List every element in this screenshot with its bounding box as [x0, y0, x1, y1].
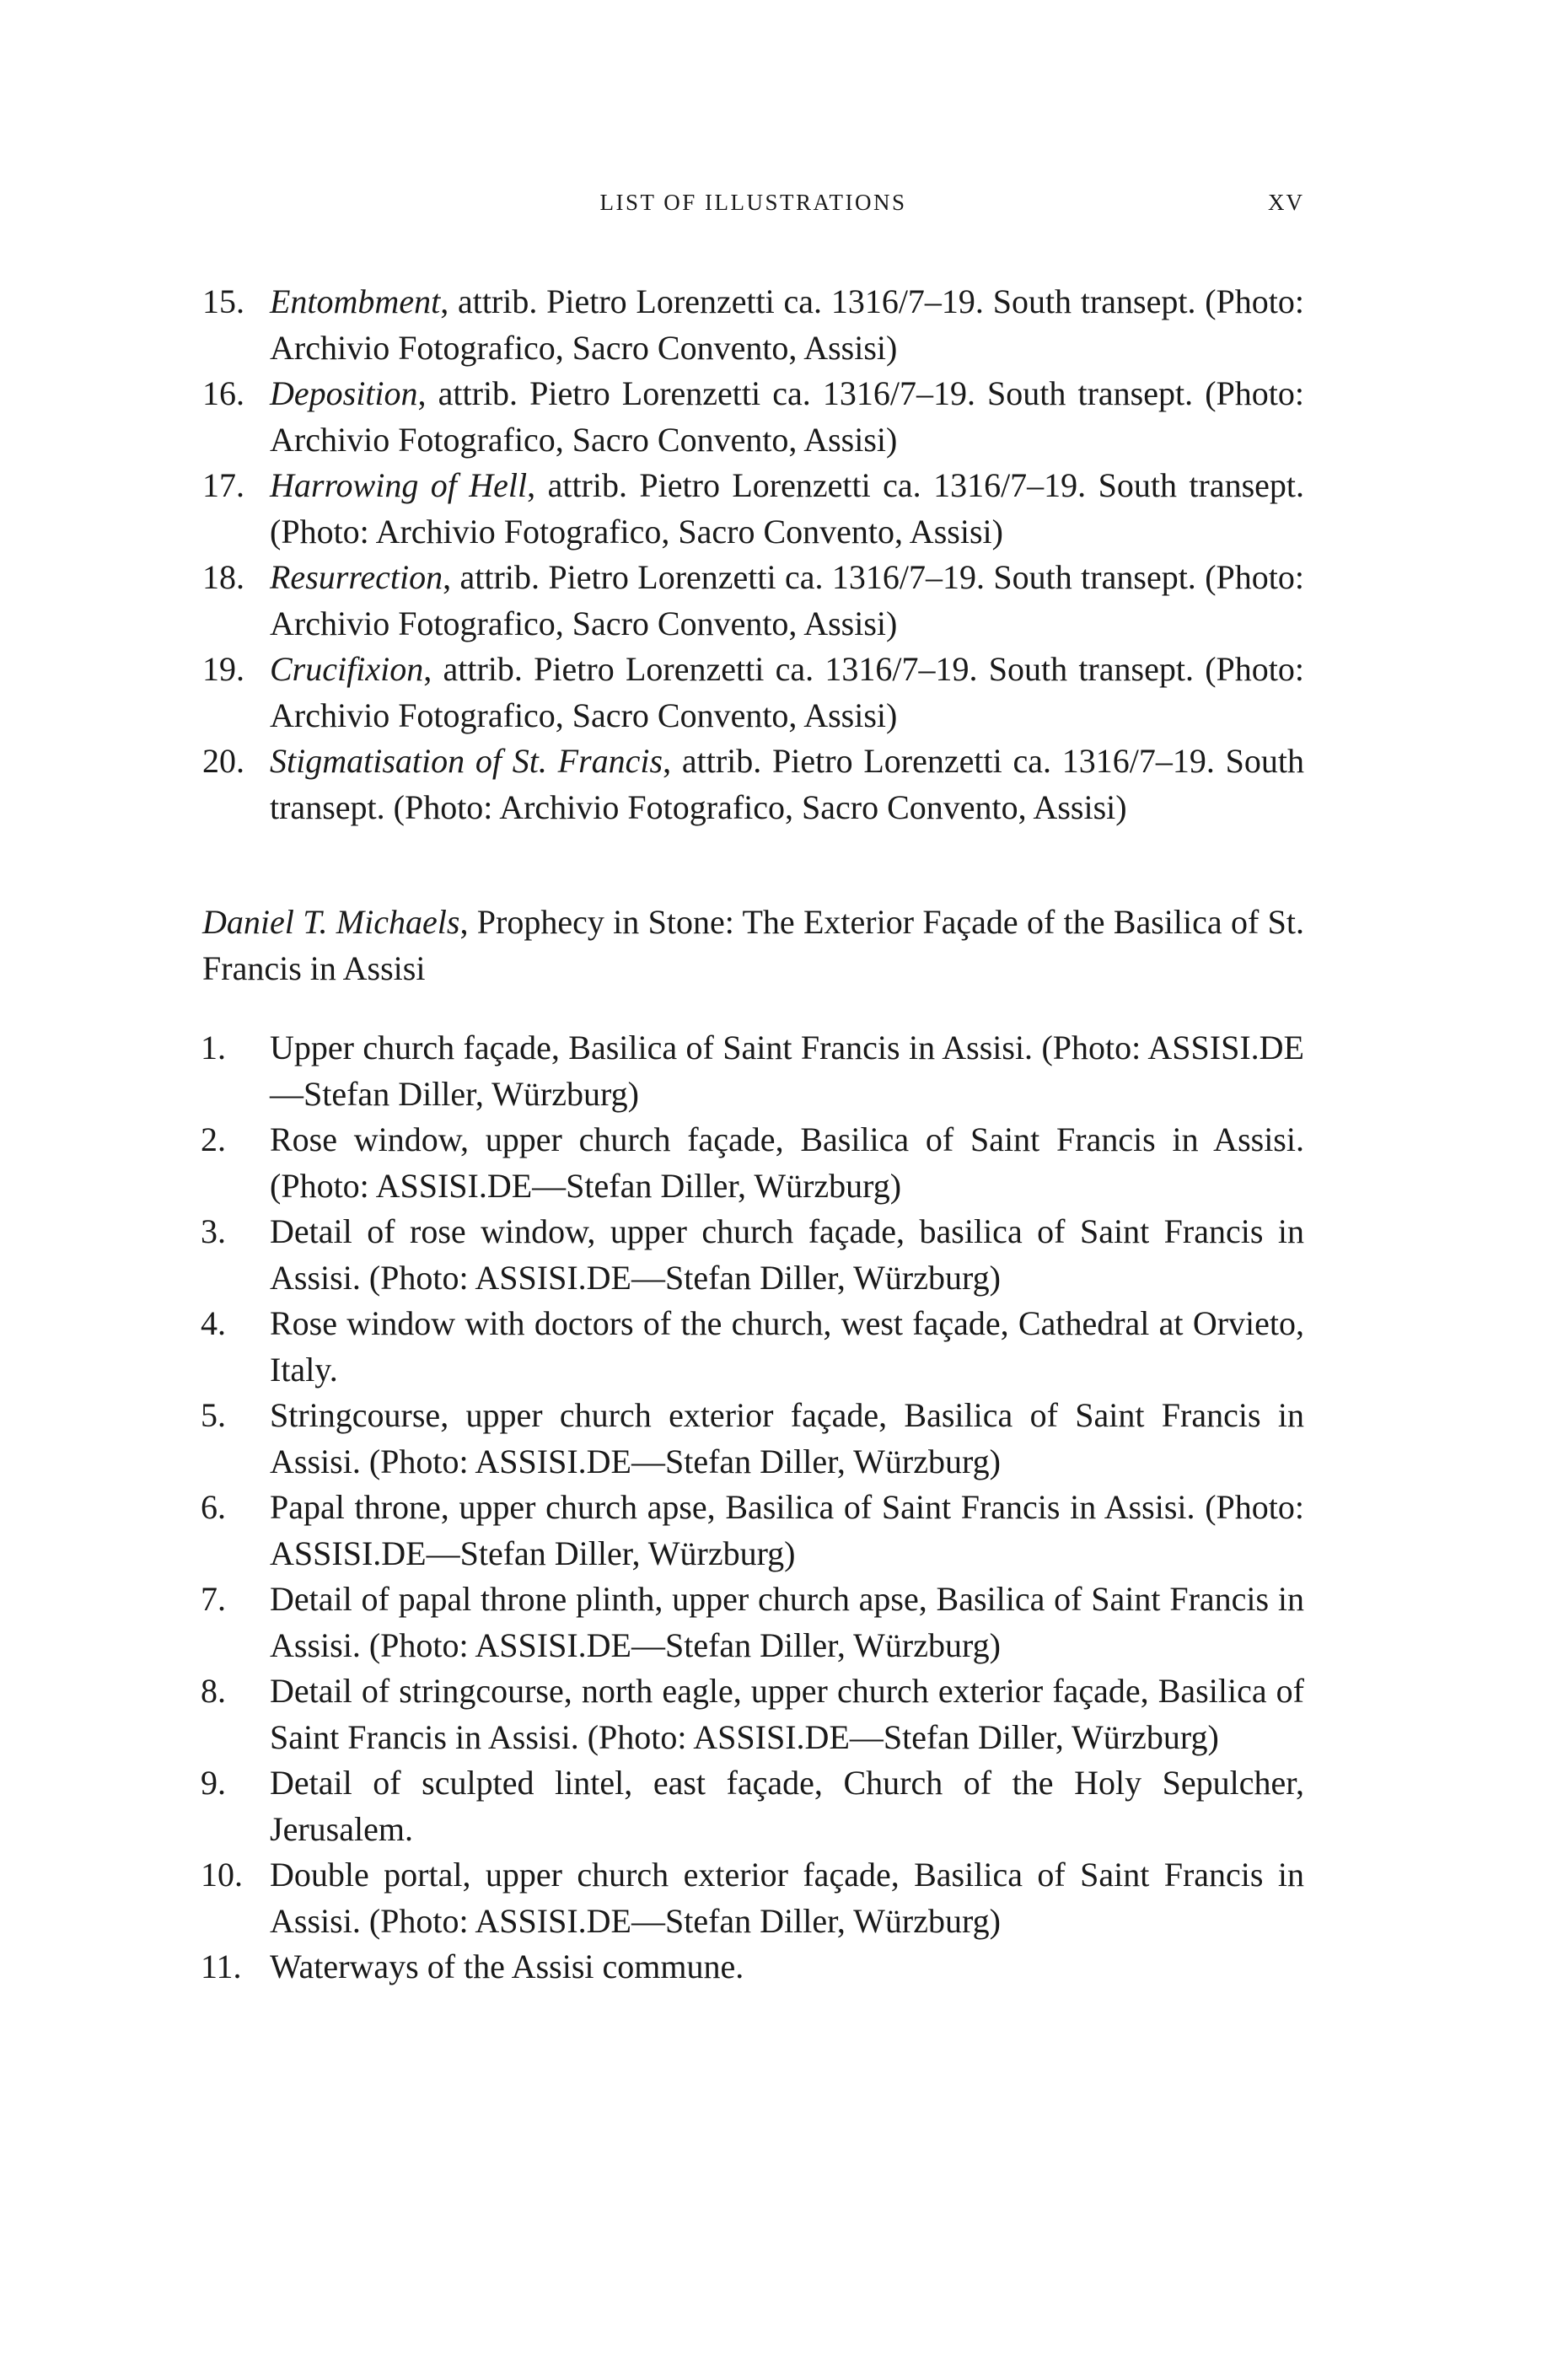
- item-caption: , attrib. Pietro Lorenzetti ca. 1316/7–19. South transept. (Photo: Archivio Fotografico, Sacro Convento, Assisi): [270, 650, 1304, 734]
- item-caption: Detail of stringcourse, north eagle, upper church exterior façade, Basilica of Saint Francis in Assisi. (Photo: ASSISI.DE—Stefan Diller, Würzburg): [270, 1672, 1304, 1756]
- item-caption: Waterways of the Assisi commune.: [270, 1948, 744, 1985]
- item-caption: Detail of sculpted lintel, east façade, Church of the Holy Sepulcher, Jerusalem.: [270, 1764, 1304, 1848]
- item-caption: Double portal, upper church exterior façade, Basilica of Saint Francis in Assisi. (Photo: ASSISI.DE—Stefan Diller, Würzburg): [270, 1856, 1304, 1940]
- item-number: 17.: [202, 466, 244, 504]
- list-item: [202, 463, 1304, 555]
- section-title: , Prophecy in Stone: The Exterior Façade of the Basilica of St. Francis in Assisi: [202, 903, 1304, 987]
- list-item: [202, 1760, 1304, 1852]
- item-number: 4.: [201, 1304, 226, 1342]
- item-caption: , attrib. Pietro Lorenzetti ca. 1316/7–19. South transept. (Photo: Archivio Fotografico, Sacro Convento, Assisi): [270, 466, 1305, 551]
- item-caption: Upper church façade, Basilica of Saint Francis in Assisi. (Photo: ASSISI.DE—Stefan Diller, Würzburg): [270, 1029, 1304, 1113]
- work-title: Entombment: [270, 282, 441, 320]
- list-item: [202, 1393, 1304, 1485]
- list-item: [202, 1668, 1304, 1760]
- item-caption: Stringcourse, upper church exterior façade, Basilica of Saint Francis in Assisi. (Photo: ASSISI.DE—Stefan Diller, Würzburg): [270, 1396, 1304, 1480]
- item-number: 18.: [202, 558, 244, 596]
- item-number: 6.: [201, 1488, 226, 1526]
- list-item: [202, 555, 1304, 647]
- item-caption: Detail of rose window, upper church façade, basilica of Saint Francis in Assisi. (Photo: ASSISI.DE—Stefan Diller, Würzburg): [270, 1212, 1304, 1297]
- running-head-title: LIST OF ILLUSTRATIONS: [599, 190, 907, 215]
- item-number: 3.: [201, 1212, 226, 1250]
- illustration-list-michaels: [202, 1025, 1304, 1990]
- item-caption: Papal throne, upper church apse, Basilica of Saint Francis in Assisi. (Photo: ASSISI.DE—Stefan Diller, Würzburg): [270, 1488, 1304, 1572]
- work-title: Crucifixion: [270, 650, 424, 688]
- item-number: 5.: [201, 1396, 226, 1434]
- item-caption: , attrib. Pietro Lorenzetti ca. 1316/7–19. South transept. (Photo: Archivio Fotografico, Sacro Convento, Assisi): [270, 742, 1305, 826]
- section-author: Daniel T. Michaels: [202, 903, 460, 941]
- item-caption: Detail of papal throne plinth, upper church apse, Basilica of Saint Francis in Assisi. (Photo: ASSISI.DE—Stefan Diller, Würzburg): [270, 1580, 1304, 1664]
- work-title: Stigmatisation of St. Francis: [270, 742, 663, 780]
- list-item: [202, 1209, 1304, 1301]
- item-number: 10.: [201, 1856, 243, 1894]
- item-number: 2.: [201, 1120, 226, 1158]
- list-item: [202, 1485, 1304, 1577]
- item-caption: , attrib. Pietro Lorenzetti ca. 1316/7–19. South transept. (Photo: Archivio Fotografico, Sacro Convento, Assisi): [270, 558, 1304, 642]
- work-title: Resurrection: [270, 558, 443, 596]
- list-item: [202, 1944, 1304, 1990]
- item-caption: Rose window with doctors of the church, west façade, Cathedral at Orvieto, Italy.: [270, 1304, 1304, 1389]
- item-caption: Rose window, upper church façade, Basilica of Saint Francis in Assisi. (Photo: ASSISI.DE—Stefan Diller, Würzburg): [270, 1120, 1304, 1205]
- item-caption: , attrib. Pietro Lorenzetti ca. 1316/7–19. South transept. (Photo: Archivio Fotografico, Sacro Convento, Assisi): [270, 282, 1304, 367]
- item-number: 19.: [202, 650, 244, 688]
- list-item: [202, 279, 1304, 371]
- item-number: 8.: [201, 1672, 226, 1710]
- list-item: [202, 739, 1304, 830]
- item-number: 16.: [202, 374, 244, 412]
- item-number: 7.: [201, 1580, 226, 1618]
- item-number: 15.: [202, 282, 244, 320]
- work-title: Deposition: [270, 374, 418, 412]
- list-item: [202, 1301, 1304, 1393]
- page-number: XV: [1268, 190, 1304, 215]
- work-title: Harrowing of Hell: [270, 466, 528, 504]
- list-item: [202, 371, 1304, 463]
- item-number: 1.: [201, 1029, 226, 1066]
- item-number: 11.: [201, 1948, 242, 1985]
- book-page: [202, 190, 1304, 2348]
- list-item: [202, 1852, 1304, 1944]
- list-item: [202, 647, 1304, 739]
- section-heading: [202, 900, 1304, 991]
- list-item: [202, 1117, 1304, 1209]
- illustration-list-lorenzetti: [202, 279, 1304, 830]
- list-item: [202, 1577, 1304, 1668]
- item-number: 9.: [201, 1764, 226, 1802]
- item-number: 20.: [202, 742, 244, 780]
- list-item: [202, 1025, 1304, 1117]
- running-head: [202, 190, 1304, 232]
- item-caption: , attrib. Pietro Lorenzetti ca. 1316/7–19. South transept. (Photo: Archivio Fotografico, Sacro Convento, Assisi): [270, 374, 1304, 459]
